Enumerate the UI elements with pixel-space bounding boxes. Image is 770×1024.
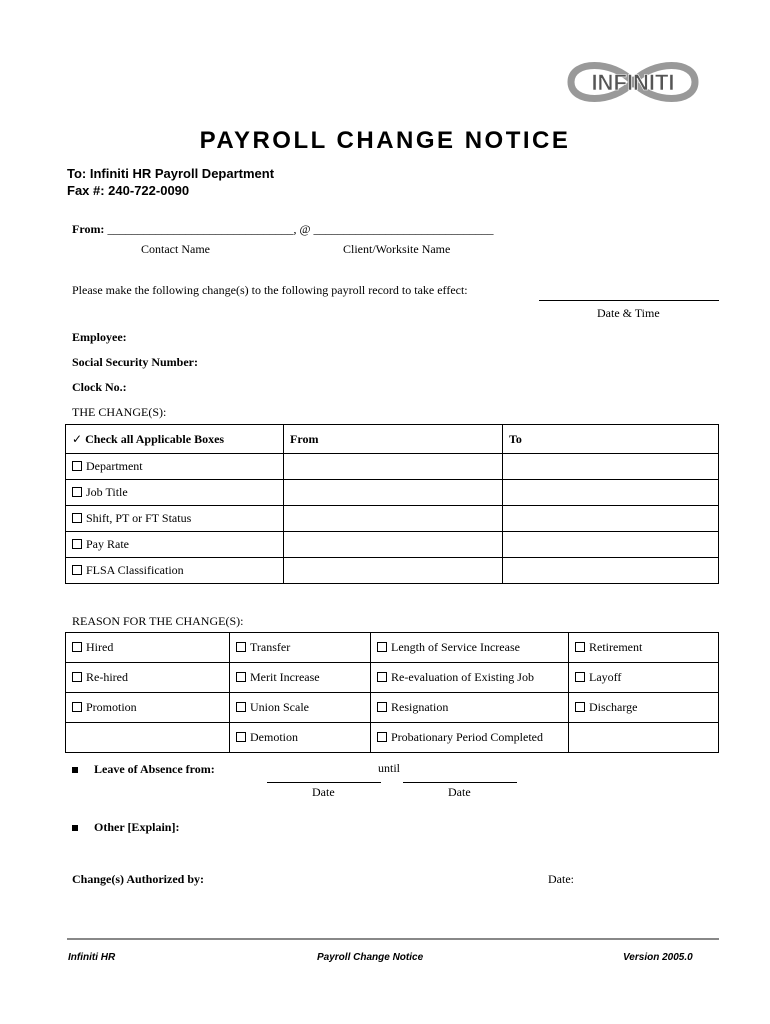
- check-all-label: Check all Applicable Boxes: [85, 431, 225, 446]
- worksite-name-field[interactable]: ______________________________: [313, 222, 494, 236]
- reason-option[interactable]: [230, 723, 371, 753]
- reason-label: Union Scale: [250, 700, 309, 714]
- footer-left: Infiniti HR: [68, 952, 116, 963]
- checkbox-icon[interactable]: [72, 513, 82, 523]
- check-mark-icon: ✓: [72, 431, 83, 446]
- leave-label: Leave of Absence from:: [94, 762, 215, 776]
- from-row: [72, 222, 494, 237]
- reason-label: Length of Service Increase: [391, 640, 520, 654]
- change-item-label: Department: [86, 459, 143, 473]
- reason-option[interactable]: [371, 723, 569, 753]
- reason-row: [66, 723, 719, 753]
- to-line: To: Infiniti HR Payroll Department: [67, 166, 275, 181]
- authorized-by-label: Change(s) Authorized by:: [72, 872, 205, 886]
- change-item-label: FLSA Classification: [86, 563, 184, 577]
- reason-option[interactable]: [230, 693, 371, 723]
- from-value-cell[interactable]: [284, 532, 503, 558]
- at-sign: , @: [293, 222, 311, 236]
- change-row-shift: [66, 506, 719, 532]
- reason-label: Retirement: [589, 640, 643, 654]
- to-value-cell[interactable]: [503, 558, 719, 584]
- change-item: [66, 558, 284, 584]
- infiniti-logo-graphic: [563, 56, 703, 108]
- reason-table: [65, 632, 719, 753]
- client-worksite-caption: Client/Worksite Name: [343, 242, 451, 256]
- svg-text:INFINITI: INFINITI: [591, 70, 675, 95]
- footer-divider: [67, 938, 719, 940]
- reason-option[interactable]: [230, 663, 371, 693]
- checkbox-icon[interactable]: [72, 702, 82, 712]
- fax-line: Fax #: 240-722-0090: [67, 183, 190, 198]
- reason-label: Resignation: [391, 700, 449, 714]
- reason-label: Re-evaluation of Existing Job: [391, 670, 534, 684]
- instruction-text: Please make the following change(s) to the following payroll record to take effect:: [72, 283, 468, 297]
- leave-from-date-field[interactable]: [267, 782, 381, 783]
- changes-table: [65, 424, 719, 584]
- reason-option[interactable]: [371, 693, 569, 723]
- changes-header-row: [66, 425, 719, 454]
- reason-option[interactable]: [371, 663, 569, 693]
- change-item: [66, 532, 284, 558]
- change-item: [66, 454, 284, 480]
- change-row-job-title: [66, 480, 719, 506]
- date-label: Date:: [548, 872, 574, 886]
- other-label: Other [Explain]:: [94, 820, 180, 834]
- reason-row: [66, 663, 719, 693]
- reason-label: Re-hired: [86, 670, 128, 684]
- bullet-icon: [72, 767, 78, 773]
- checkbox-icon[interactable]: [72, 539, 82, 549]
- contact-name-field[interactable]: _______________________________: [107, 222, 294, 236]
- employee-label: Employee:: [72, 330, 127, 344]
- reason-label: Discharge: [589, 700, 638, 714]
- change-row-department: [66, 454, 719, 480]
- reason-option[interactable]: [371, 633, 569, 663]
- change-item-label: Pay Rate: [86, 537, 129, 551]
- to-column-header: To: [503, 425, 719, 454]
- empty-cell: [66, 723, 230, 753]
- checkbox-icon[interactable]: [377, 702, 387, 712]
- from-value-cell[interactable]: [284, 480, 503, 506]
- change-item: [66, 480, 284, 506]
- reason-label: Hired: [86, 640, 114, 654]
- checkbox-icon[interactable]: [575, 642, 585, 652]
- change-item-label: Shift, PT or FT Status: [86, 511, 192, 525]
- effective-date-field[interactable]: [539, 300, 719, 301]
- footer-right: Version 2005.0: [623, 952, 693, 963]
- date-time-caption: Date & Time: [597, 306, 660, 320]
- checkbox-icon[interactable]: [72, 672, 82, 682]
- change-item: [66, 506, 284, 532]
- reason-option[interactable]: [66, 663, 230, 693]
- from-value-cell[interactable]: [284, 454, 503, 480]
- page-title: PAYROLL CHANGE NOTICE: [199, 127, 571, 154]
- reason-row: [66, 693, 719, 723]
- leave-until-date-field[interactable]: [403, 782, 517, 783]
- reason-label: Probationary Period Completed: [391, 730, 543, 744]
- reason-row: [66, 633, 719, 663]
- reason-option[interactable]: [230, 633, 371, 663]
- reason-heading: REASON FOR THE CHANGE(S):: [72, 614, 244, 628]
- contact-name-caption: Contact Name: [141, 242, 210, 256]
- reason-option[interactable]: [569, 633, 719, 663]
- reason-label: Demotion: [250, 730, 298, 744]
- to-value-cell[interactable]: [503, 454, 719, 480]
- date-caption-1: Date: [312, 785, 335, 799]
- to-value-cell[interactable]: [503, 506, 719, 532]
- from-value-cell[interactable]: [284, 506, 503, 532]
- checkbox-icon[interactable]: [377, 642, 387, 652]
- from-label: From:: [72, 222, 105, 236]
- change-item-label: Job Title: [86, 485, 128, 499]
- to-value-cell[interactable]: [503, 532, 719, 558]
- reason-option[interactable]: [569, 693, 719, 723]
- checkbox-icon[interactable]: [72, 565, 82, 575]
- checkbox-icon[interactable]: [236, 672, 246, 682]
- checkbox-icon[interactable]: [236, 702, 246, 712]
- clock-no-label: Clock No.:: [72, 380, 127, 394]
- reason-label: Merit Increase: [250, 670, 320, 684]
- reason-label: Layoff: [589, 670, 622, 684]
- checkbox-icon[interactable]: [377, 672, 387, 682]
- checkbox-icon[interactable]: [236, 732, 246, 742]
- checkbox-icon[interactable]: [575, 672, 585, 682]
- date-caption-2: Date: [448, 785, 471, 799]
- reason-option[interactable]: [66, 633, 230, 663]
- change-row-pay-rate: [66, 532, 719, 558]
- from-column-header: From: [284, 425, 503, 454]
- checkbox-icon[interactable]: [575, 702, 585, 712]
- reason-option[interactable]: [569, 663, 719, 693]
- empty-cell: [569, 723, 719, 753]
- to-value-cell[interactable]: [503, 480, 719, 506]
- check-all-cell: [66, 425, 284, 454]
- checkbox-icon[interactable]: [72, 461, 82, 471]
- reason-label: Promotion: [86, 700, 137, 714]
- footer-center: Payroll Change Notice: [317, 952, 424, 963]
- reason-label: Transfer: [250, 640, 291, 654]
- changes-heading: THE CHANGE(S):: [72, 405, 167, 419]
- change-row-flsa: [66, 558, 719, 584]
- checkbox-icon[interactable]: [377, 732, 387, 742]
- checkbox-icon[interactable]: [72, 487, 82, 497]
- reason-option[interactable]: [66, 693, 230, 723]
- ssn-label: Social Security Number:: [72, 355, 198, 369]
- infiniti-logo: [563, 56, 703, 108]
- from-value-cell[interactable]: [284, 558, 503, 584]
- bullet-icon: [72, 825, 78, 831]
- checkbox-icon[interactable]: [236, 642, 246, 652]
- checkbox-icon[interactable]: [72, 642, 82, 652]
- until-label: until: [378, 761, 401, 775]
